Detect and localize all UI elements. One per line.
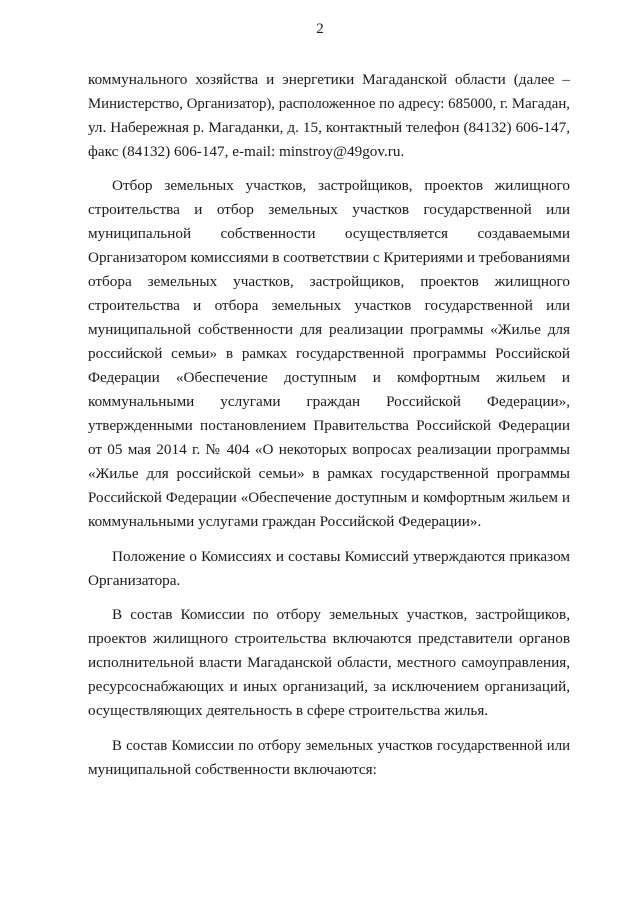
text-line: «Жилье для российской семьи» в рамках государственной программы — [88, 465, 570, 482]
paragraph-ministry-contacts — [88, 68, 570, 164]
text-line: Организатором комиссиями в соответствии с Критериями и требованиями — [88, 249, 570, 266]
paragraph-land-commission — [88, 734, 570, 782]
text-line: муниципальной собственности осуществляется создаваемыми — [88, 225, 570, 242]
text-line: ресурсоснабжающих и иных организаций, за исключением организаций, — [88, 678, 570, 695]
text-line: коммунального хозяйства и энергетики Магаданской области (далее – — [88, 71, 570, 88]
paragraph-selection-procedure — [88, 174, 570, 534]
text-line: строительства и отбора земельных участков государственной или — [88, 297, 570, 314]
text-line: ул. Набережная р. Магаданки, д. 15, контактный телефон (84132) 606-147, — [88, 119, 570, 136]
text-line: В состав Комиссии по отбору земельных участков, застройщиков, — [112, 606, 570, 623]
text-line: проектов жилищного строительства включаются представители органов — [88, 630, 570, 647]
text-line: Отбор земельных участков, застройщиков, проектов жилищного — [112, 177, 570, 194]
text-line: от 05 мая 2014 г. № 404 «О некоторых вопросах реализации программы — [88, 441, 570, 458]
text-line: В состав Комиссии по отбору земельных участков государственной или — [112, 738, 570, 754]
paragraph-commission-composition — [88, 603, 570, 723]
text-line: коммунальными услугами граждан Российской Федерации». — [88, 513, 482, 530]
text-line: отбора земельных участков, застройщиков, проектов жилищного — [88, 273, 570, 290]
text-line: строительства и отбор земельных участков государственной или — [88, 201, 570, 218]
text-line: утвержденными постановлением Правительства Российской Федерации — [88, 417, 570, 434]
text-line: факс (84132) 606-147, e-mail: minstroy@49gov.ru. — [88, 143, 405, 160]
text-line: осуществляющих деятельность в сфере строительства жилья. — [88, 702, 489, 719]
text-line: коммунальными услугами граждан Российской Федерации», — [88, 393, 570, 410]
text-line: муниципальной собственности для реализации программы «Жилье для — [88, 321, 570, 338]
text-line: Министерство, Организатор), расположенное по адресу: 685000, г. Магадан, — [88, 96, 570, 112]
paragraph-commission-regulation — [88, 545, 570, 593]
text-line: Организатора. — [88, 572, 181, 589]
page-number: 2 — [316, 21, 324, 37]
text-line: Федерации «Обеспечение доступным и комфортным жильем и — [88, 369, 570, 386]
text-line: Российской Федерации «Обеспечение доступным и комфортным жильем и — [88, 490, 570, 506]
text-line: российской семьи» в рамках государственной программы Российской — [88, 345, 570, 362]
text-line: Положение о Комиссиях и составы Комиссий утверждаются приказом — [112, 548, 570, 565]
text-line: исполнительной власти Магаданской области, местного самоуправления, — [88, 654, 570, 671]
document-body — [88, 68, 570, 782]
text-line: муниципальной собственности включаются: — [88, 761, 377, 778]
